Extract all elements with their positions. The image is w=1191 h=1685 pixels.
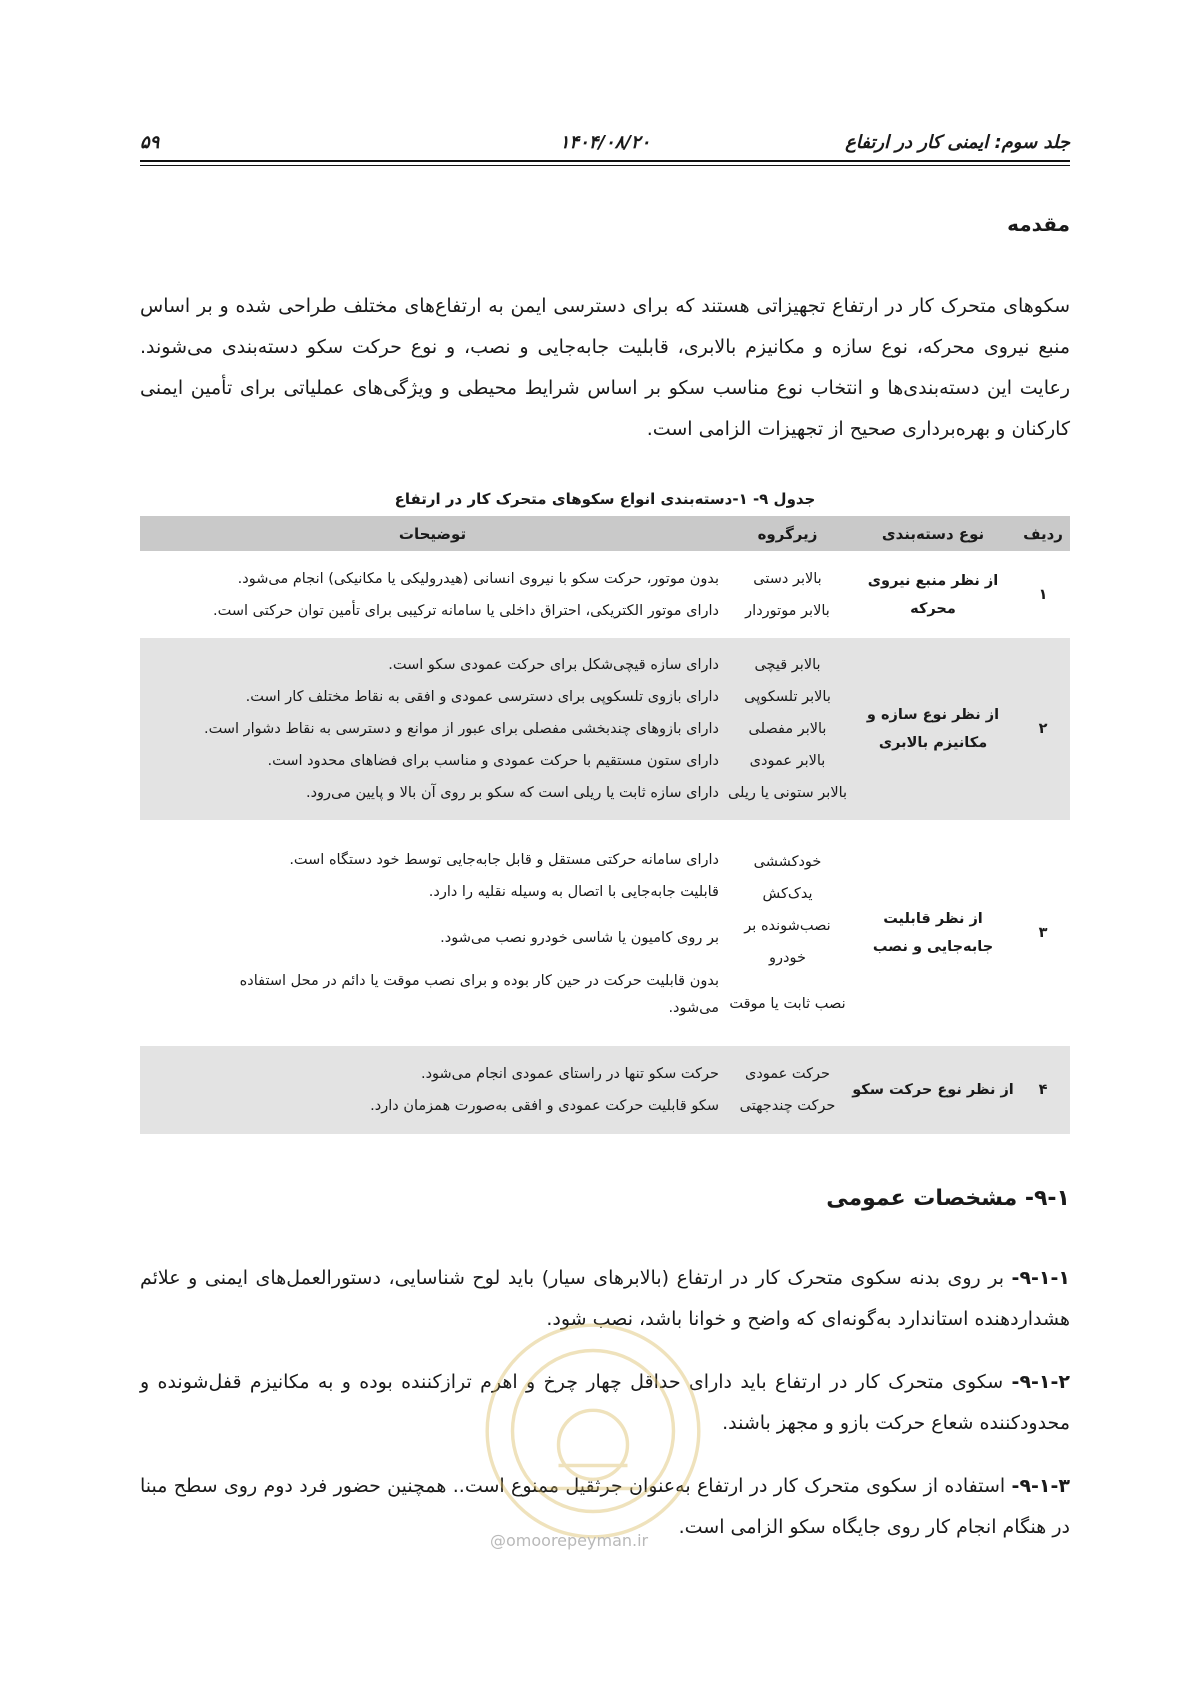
table-row <box>140 551 1070 638</box>
description-item: دارای موتور الکتریکی، احتراق داخلی یا سامانه ترکیبی برای تأمین توان حرکتی است. <box>213 602 719 619</box>
row-descriptions <box>140 551 725 638</box>
description-item: می‌شود. <box>668 1000 719 1016</box>
row-idx: ۴ <box>1016 1046 1070 1134</box>
row-category: از نظر نوع سازه و مکانیزم بالابری <box>850 638 1016 820</box>
item-text: سکوی متحرک کار در ارتفاع باید دارای حداقل چهار چرخ و اهرم ترازکننده بوده و به مکانیزم قفل‌شونده و محدودکننده شعاع حرکت بازو و مجهز باشند. <box>140 1371 1070 1434</box>
row-idx: ۲ <box>1016 638 1070 820</box>
watermark-seal-icon <box>478 1316 708 1546</box>
description-item: بدون موتور، حرکت سکو با نیروی انسانی (هیدرولیکی یا مکانیکی) انجام می‌شود. <box>237 570 719 587</box>
item-number: ۹-۱-۲- <box>1011 1371 1070 1393</box>
section-title: ۹-۱- مشخصات عمومی <box>826 1186 1070 1211</box>
table-caption: جدول ۹- ۱-دسته‌بندی انواع سکوهای متحرک کار در ارتفاع <box>394 490 816 508</box>
table-header-row <box>140 516 1070 551</box>
document-date: ۱۴۰۴/۰۸/۲۰ <box>559 132 651 153</box>
description-item: دارای سازه ثابت یا ریلی است که سکو بر روی آن بالا و پایین می‌رود. <box>305 785 719 801</box>
description-item: دارای بازوهای چندبخشی مفصلی برای عبور از موانع و دسترسی به نقاط دشوار است. <box>204 721 719 737</box>
subgroup-item: خودکششی <box>753 854 822 870</box>
subgroup-item: یدک‌کش <box>762 886 813 902</box>
page-header <box>140 128 1070 158</box>
subgroup-item: حرکت عمودی <box>744 1066 831 1082</box>
description-item: دارای بازوی تلسکوپی برای دسترسی عمودی و افقی به نقاط مختلف کار است. <box>245 689 719 705</box>
subgroup-item: بالابر عمودی <box>749 753 826 769</box>
table-row <box>140 1046 1070 1134</box>
page-number: ۵۹ <box>140 132 160 153</box>
table-row <box>140 820 1070 1046</box>
header-subgroup: زیرگروه <box>725 516 850 551</box>
row-descriptions <box>140 820 725 1046</box>
header-rule-thick <box>140 160 1070 162</box>
item-number: ۹-۱-۳- <box>1011 1475 1070 1497</box>
description-item: دارای سازه قیچی‌شکل برای حرکت عمودی سکو است. <box>388 657 719 673</box>
subgroup-item: نصب‌شونده بر <box>744 918 831 934</box>
row-subgroups <box>725 638 850 820</box>
row-idx: ۳ <box>1038 925 1048 941</box>
row-category: از نظر منبع نیروی محرکه <box>867 572 999 617</box>
table-row <box>140 638 1070 820</box>
description-item: بر روی کامیون یا شاسی خودرو نصب می‌شود. <box>440 930 719 946</box>
subgroup-item: حرکت چندجهتی <box>739 1098 836 1114</box>
description-item: سکو قابلیت حرکت عمودی و افقی به‌صورت همزمان دارد. <box>370 1098 719 1114</box>
row-descriptions <box>140 638 725 820</box>
description-item: بدون قابلیت حرکت در حین کار بوده و برای نصب موقت یا دائم در محل استفاده <box>239 973 719 989</box>
row-category: از نظر قابلیت جابه‌جایی و نصب <box>872 911 994 955</box>
intro-paragraph: سکوهای متحرک کار در ارتفاع تجهیزاتی هستند که برای دسترسی ایمن به ارتفاع‌های مختلف طراحی شده و بر اساس منبع نیروی محرکه، نوع سازه و مکانیزم بالابری، قابلیت جابه‌جایی و نصب، و نوع حرکت سکو دسته‌بندی می‌شوند. رعایت این دسته‌بندی‌ها و انتخاب نوع مناسب سکو بر اساس شرایط محیطی و ویژگی‌های عملیاتی برای تأمین ایمنی کارکنان و بهره‌برداری صحیح از تجهیزات الزامی است. <box>140 295 1070 440</box>
classification-table <box>140 516 1070 1134</box>
description-item: دارای ستون مستقیم با حرکت عمودی و مناسب برای فضاهای محدود است. <box>267 753 719 769</box>
row-descriptions <box>140 1046 725 1134</box>
watermark-text: @omoorepeyman.ir <box>490 1531 649 1550</box>
subgroup-item: نصب ثابت یا موقت <box>729 996 846 1012</box>
subgroup-item: بالابر تلسکوپی <box>744 689 831 705</box>
book-title: جلد سوم: ایمنی کار در ارتفاع <box>845 132 1070 153</box>
subgroup-item: بالابر مفصلی <box>748 721 827 737</box>
intro-title: مقدمه <box>1007 212 1070 236</box>
row-category: از نظر نوع حرکت سکو <box>850 1046 1016 1134</box>
subgroup-item: خودرو <box>769 950 806 966</box>
item-number: ۹-۱-۱- <box>1011 1267 1070 1289</box>
description-item: دارای سامانه حرکتی مستقل و قابل جابه‌جایی توسط خود دستگاه است. <box>289 852 719 868</box>
description-item: حرکت سکو تنها در راستای عمودی انجام می‌شود. <box>420 1066 719 1082</box>
row-idx: ۱ <box>1038 586 1048 603</box>
item-text: استفاده از سکوی متحرک کار در ارتفاع به‌عنوان جرثقیل ممنوع است.. همچنین حضور فرد دوم روی سطح مبنا در هنگام انجام کار روی جایگاه سکو الزامی است. <box>140 1475 1070 1538</box>
header-category: نوع دسته‌بندی <box>850 516 1016 551</box>
subgroup-item: بالابر دستی <box>753 570 822 587</box>
header-rule-thin <box>140 165 1070 166</box>
row-subgroups <box>725 820 850 1046</box>
row-subgroups <box>725 1046 850 1134</box>
subgroup-item: بالابر موتوردار <box>745 602 830 619</box>
row-subgroups <box>725 551 850 638</box>
header-description: توضیحات <box>140 516 725 551</box>
subgroup-item: بالابر ستونی یا ریلی <box>727 785 848 801</box>
subgroup-item: بالابر قیچی <box>754 657 821 673</box>
description-item: قابلیت جابه‌جایی با اتصال به وسیله نقلیه را دارد. <box>428 884 719 900</box>
item-text: بر روی بدنه سکوی متحرک کار در ارتفاع (بالابرهای سیار) باید لوح شناسایی، دستورالعمل‌های ایمنی و علائم هشداردهنده استاندارد به‌گونه‌ای که واضح و خوانا باشد، نصب شود. <box>140 1267 1070 1330</box>
header-idx: ردیف <box>1016 516 1070 551</box>
